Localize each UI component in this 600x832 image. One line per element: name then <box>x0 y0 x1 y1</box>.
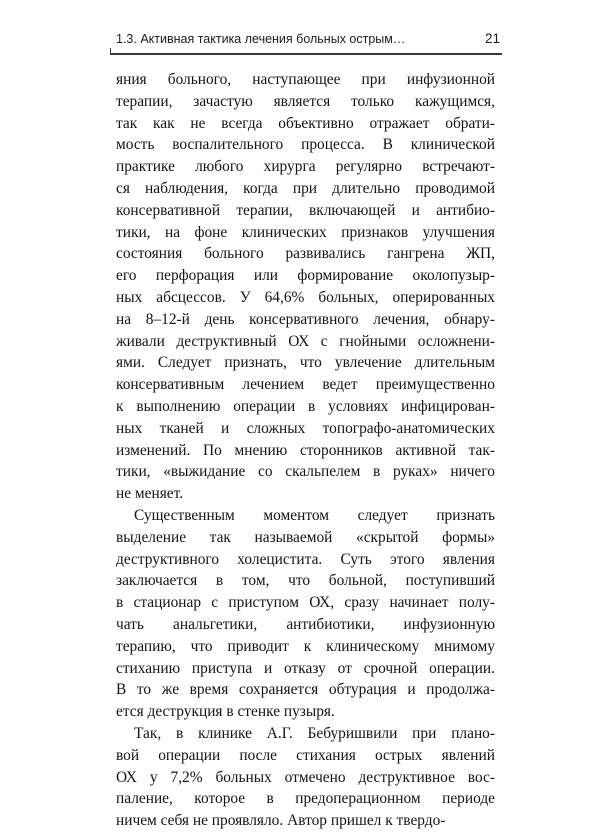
text-line: в стационар с приступом ОХ, сразу начинает полу- <box>116 594 495 612</box>
text-line: ся наблюдения, когда при длительно проводимой <box>116 179 495 197</box>
text-line: консервативным лечением ведет преимущественно <box>116 376 495 394</box>
text-line: чать анальгетики, антибиотики, инфузионную <box>116 615 495 633</box>
text-line: ничем себя не проявляло. Автор пришел к твердо- <box>116 812 446 830</box>
text-line: так как не всегда объективно отражает обрати- <box>116 114 495 132</box>
header-rule-tick <box>110 48 111 54</box>
text-line: мость воспалительного процесса. В клинической <box>116 136 495 154</box>
body-text <box>116 69 495 832</box>
page-number: 21 <box>484 31 500 46</box>
text-line: деструктивного холецистита. Суть этого явления <box>116 550 495 568</box>
text-line: состояния больного развивались гангрена ЖП, <box>116 245 495 263</box>
text-line: ОХ у 7,2% больных отмечено деструктивное вос- <box>116 768 495 786</box>
text-line: Существенным моментом следует признать <box>134 506 495 524</box>
text-line: тики, «выжидание со скальпелем в руках» ничего <box>116 463 495 481</box>
text-line: изменений. По мнению сторонников активной так- <box>116 441 495 459</box>
text-line: ями. Следует признать, что увлечение длительным <box>116 354 495 372</box>
text-line: В то же время сохраняется обтурация и продолжа- <box>116 681 495 699</box>
text-line: терапию, что приводит к клиническому мнимому <box>116 637 495 655</box>
text-line: стиханию приступа и отказу от срочной операции. <box>116 659 495 677</box>
paragraph-2 <box>116 505 495 723</box>
paragraph-1 <box>116 69 495 505</box>
text-line: ных тканей и сложных топографо-анатомических <box>116 419 495 437</box>
text-line: консервативной терапии, включающей и антибио- <box>116 201 495 219</box>
text-line: паление, которое в предоперационном периоде <box>116 790 495 808</box>
text-line: живали деструктивный ОХ с гнойными осложнени- <box>116 332 495 350</box>
paragraph-3 <box>116 723 495 832</box>
text-line: заключается в том, что больной, поступивший <box>116 572 495 590</box>
text-line: не меняет. <box>116 485 184 503</box>
text-line: ется деструкция в стенке пузыря. <box>116 703 335 721</box>
text-line: ных абсцессов. У 64,6% больных, оперированных <box>116 288 495 306</box>
text-line: его перфорация или формирование околопузыр- <box>116 267 495 285</box>
running-title: 1.3. Активная тактика лечения больных острым… <box>116 32 406 46</box>
text-line: терапии, зачастую является только кажущимся, <box>116 92 495 110</box>
text-line: яния больного, наступающее при инфузионной <box>116 71 495 88</box>
text-line: к выполнению операции в условиях инфицирован- <box>116 397 495 415</box>
text-line: тики, на фоне клинических признаков улучшения <box>116 223 495 241</box>
text-line: вой операции после стихания острых явлений <box>116 746 495 764</box>
text-line: Так, в клинике А.Г. Бебуришвили при плано- <box>134 724 495 742</box>
text-line: на 8–12-й день консервативного лечения, обнару- <box>116 310 495 328</box>
running-header <box>110 26 502 62</box>
text-line: выделение так называемой «скрытой формы» <box>116 528 495 546</box>
text-line: практике любого хирурга регулярно встречают- <box>116 158 495 176</box>
header-rule <box>110 53 502 55</box>
